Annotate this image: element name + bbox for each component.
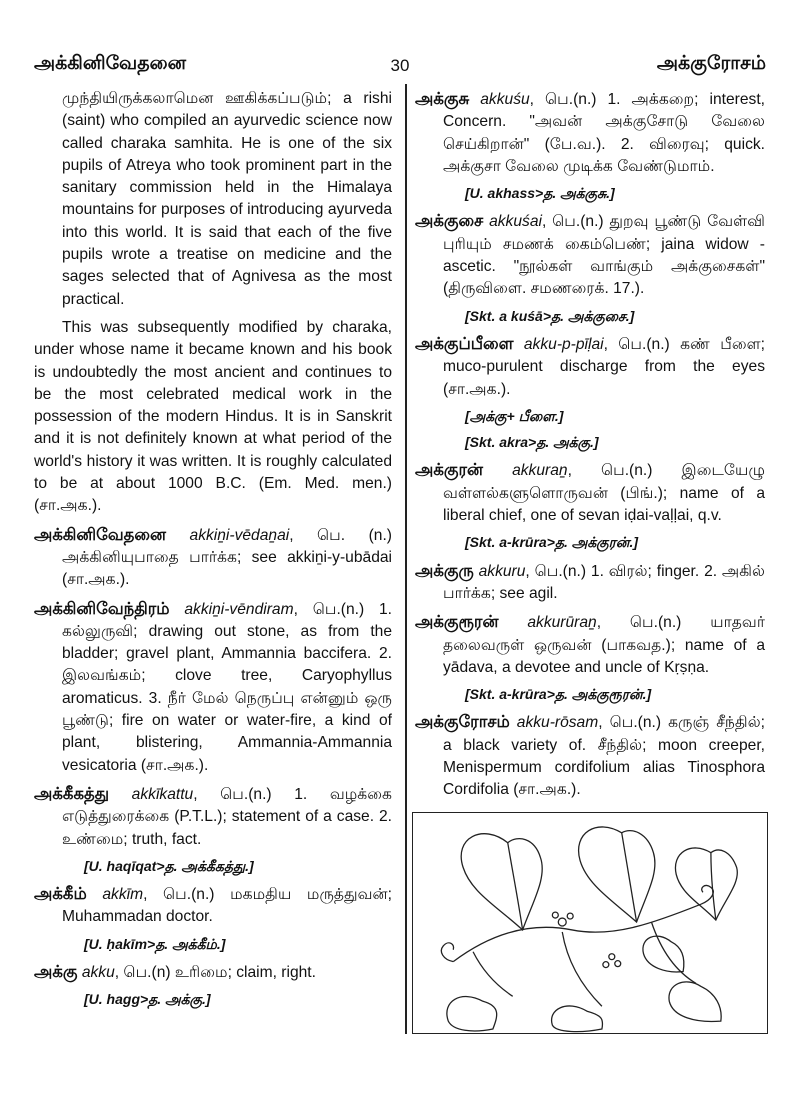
headword: அக்கீம் [34, 884, 87, 904]
plant-illustration [412, 812, 768, 1034]
dictionary-entry [415, 333, 765, 401]
transliteration: akku-p-pīḷai [523, 335, 604, 353]
page-number: 30 [390, 56, 410, 75]
headword: அக்குரூரன் [415, 612, 499, 632]
transliteration: akku-rōsam [516, 714, 599, 732]
dictionary-entry [415, 711, 765, 801]
headword: அக்கினிவேந்திரம் [34, 598, 170, 618]
dictionary-entry [34, 598, 392, 777]
etymology: [அக்கு+ பீளை.] [465, 407, 564, 424]
definition: , பெ.(n.) இடையேழு வள்ளல்களுளொருவன் (பிங்.); name of a liberal chief, one of sevan iḍai-vaḷḷai, q.v. [443, 462, 765, 525]
definition: , பெ.(n.) 1. வழக்கை எடுத்துரைக்கை (P.T.L.); statement of a case. 2. உண்மை; truth, fact. [62, 785, 392, 848]
left-column [34, 88, 392, 1011]
etymology: [U. akhass>த. அக்குசு.] [465, 185, 615, 202]
definition: , பெ.(n) உரிமை; claim, right. [114, 963, 316, 981]
headword: அக்கீகத்து [34, 783, 110, 803]
transliteration: akkuru [478, 562, 526, 580]
dictionary-entry [415, 88, 765, 178]
etymology: [U. ḥakīm>த. அக்கீம்.] [84, 935, 226, 952]
headword: அக்குப்பீளை [415, 333, 514, 353]
headword: அக்குசை [415, 211, 484, 231]
definition: , பெ. (n.) அக்கினியுபாதை பார்க்க; see akkiṉi-y-ubādai (சா.அக.). [62, 526, 392, 589]
etymology: [Skt. akra>த. அக்கு.] [465, 434, 599, 451]
definition: , பெ.(n.) 1. விரல்; finger. 2. அகில் பார்க்க; see agil. [443, 562, 765, 602]
headword: அக்குரோசம் [415, 712, 510, 732]
right-column [415, 88, 765, 802]
header-left-guideword: அக்கினிவேதனை [34, 52, 187, 74]
paragraph: This was subsequently modified by charaka, under whose name it became known and his book is undoubtedly the most ancient and continues to be the most celebrated medical work in the possession of the modern Hindus. It is in Sanskrit and it is not definitely known at what period of the world's history it was written. It is roughly calculated to be at about 1000 B.C. (Em. Med. men.) (சா.அக.). [34, 318, 392, 515]
definition: , பெ.(n.) கண் பீளை; muco-purulent discharge from the eyes (சா.அக.). [443, 335, 765, 398]
transliteration: akkuśu [480, 91, 530, 108]
dictionary-entry [415, 611, 765, 679]
leaf-vine-drawing-icon [413, 813, 767, 1033]
definition: , பெ.(n.) துறவு பூண்டு வேள்வி புரியும் சமணக் கைம்பெண்; jaina widow - ascetic. "நூல்கள் வாங்கும் அக்குசைகள்" (திருவிளை. சமணரைக். 17.). [443, 213, 765, 298]
page-header [34, 50, 766, 82]
headword: அக்கினிவேதனை [34, 524, 167, 544]
transliteration: akkīkattu [131, 785, 194, 803]
column-divider [405, 84, 407, 1034]
dictionary-entry [34, 783, 392, 851]
etymology: [Skt. a-krūra>த. அக்குரன்.] [465, 534, 639, 551]
etymology: [Skt. a kuśā>த. அக்குசை.] [465, 307, 635, 324]
definition: , பெ.(n.) கருஞ் சீந்தில்; a black variety of. சீந்தில்; moon creeper, Menispermum cordifolium alias Tinosphora Cordifolia (சா.அக.). [443, 714, 765, 799]
header-right-guideword: அக்குரோசம் [656, 52, 766, 74]
transliteration: akkiṉi-vēndiram [184, 600, 294, 618]
dictionary-entry [415, 560, 765, 606]
definition: , பெ.(n.) 1. கல்லுருவி; drawing out stone, as from the bladder; gravel plant, Ammannia baccifera. 2. இலவங்கம்; clove tree, Caryophyllus aromaticus. 3. நீர் மேல் நெருப்பு என்னும் ஒரு பூண்டு; fire on water or water-fire, a kind of plant, blistering, Ammannia-Ammannia vesicatoria (சா.அக.). [62, 600, 392, 774]
transliteration: akkiṉi-vēdaṉai [189, 526, 290, 544]
transliteration: akku [81, 963, 115, 981]
dictionary-entry [34, 883, 392, 929]
dictionary-entry [34, 524, 392, 592]
continued-paragraph: முந்தியிருக்கலாமென ஊகிக்கப்படும்; a rishi (saint) who compiled an ayurvedic science now called charaka samhita. He is one of the six pupils of Atreya who took prominent part in the sanitary commission held in the Himalaya mountains for purposes of introducing ayurveda into this world. It is said that each of the five pupils wrote a treatise on medicine and the sages selected that of Agnivesa as the most practical. [62, 90, 392, 308]
definition: , பெ.(n.) யாதவர் தலைவருள் ஒருவன் (பாகவத.); name of a yādava, a devotee and uncle of Kṛṣṇa. [443, 614, 765, 676]
etymology: [U. hagg>த. அக்கு.] [84, 991, 211, 1008]
etymology: [Skt. a-krūra>த. அக்குரூரன்.] [465, 686, 652, 703]
transliteration: akkurūraṉ [527, 614, 597, 632]
etymology: [U. haqīqat>த. அக்கீகத்து.] [84, 857, 254, 874]
headword: அக்கு [34, 961, 78, 981]
transliteration: akkīm [102, 886, 144, 904]
headword: அக்குரு [415, 560, 474, 580]
dictionary-entry [415, 459, 765, 527]
dictionary-entry [415, 210, 765, 300]
definition: , பெ.(n.) மகமதிய மருத்துவன்; Muhammadan doctor. [62, 886, 392, 926]
transliteration: akkuśai [489, 213, 542, 231]
headword: அக்குசு [415, 89, 470, 108]
definition: , பெ.(n.) 1. அக்கறை; interest, Concern. "அவன் அக்குசோடு வேலை செய்கிறான்" (பே.வ.). 2. விரைவு; quick. அக்குசா வேலை முடிக்க வேண்டுமாம். [443, 91, 765, 175]
transliteration: akkuraṉ [512, 462, 568, 480]
dictionary-entry [34, 961, 392, 984]
headword: அக்குரன் [415, 460, 483, 480]
